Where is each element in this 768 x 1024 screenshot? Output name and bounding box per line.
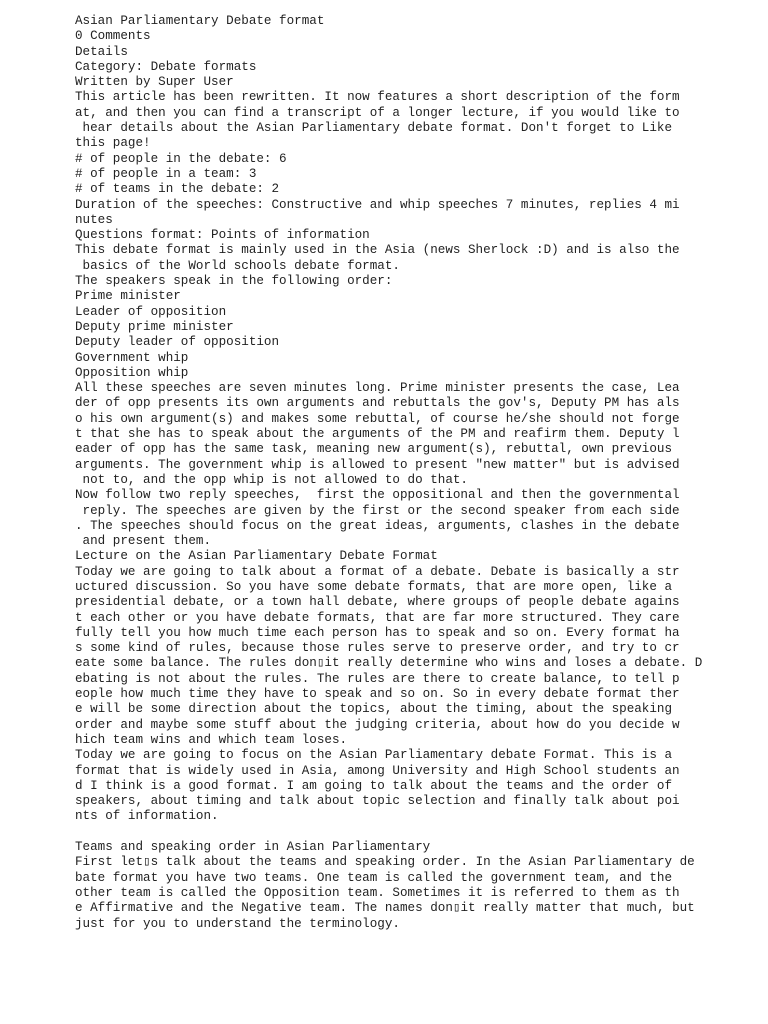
- text-line: e Affirmative and the Negative team. The names don▯it really matter that much, but: [75, 901, 695, 916]
- text-line: Deputy leader of opposition: [75, 335, 280, 350]
- text-line: Questions format: Points of information: [75, 228, 370, 243]
- text-line: All these speeches are seven minutes long. Prime minister presents the case, Lea: [75, 381, 680, 396]
- text-line: bate format you have two teams. One team is called the government team, and the: [75, 870, 673, 885]
- text-line: uctured discussion. So you have some debate formats, that are more open, like a: [75, 579, 673, 594]
- text-line: other team is called the Opposition team. Sometimes it is referred to them as th: [75, 885, 680, 900]
- text-line: not to, and the opp whip is not allowed to do that.: [75, 472, 468, 487]
- text-line: nutes: [75, 212, 113, 227]
- text-line: ebating is not about the rules. The rules are there to create balance, to tell p: [75, 671, 680, 686]
- text-line: Prime minister: [75, 289, 181, 304]
- text-line: This debate format is mainly used in the Asia (news Sherlock :D) and is also the: [75, 243, 680, 258]
- text-line: t that she has to speak about the arguments of the PM and reafirm them. Deputy l: [75, 427, 680, 442]
- text-line: this page!: [75, 136, 151, 151]
- text-line: presidential debate, or a town hall debate, where groups of people debate agains: [75, 595, 680, 610]
- text-line: This article has been rewritten. It now features a short description of the form: [75, 90, 680, 105]
- text-line: Today we are going to focus on the Asian Parliamentary debate Format. This is a: [75, 748, 673, 763]
- text-line: Now follow two reply speeches, first the oppositional and then the governmental: [75, 488, 680, 503]
- text-line: Deputy prime minister: [75, 319, 234, 334]
- text-line: t each other or you have debate formats, that are far more structured. They care: [75, 610, 680, 625]
- text-line: hear details about the Asian Parliamentary debate format. Don't forget to Like: [75, 121, 673, 136]
- text-line: speakers, about timing and talk about topic selection and finally talk about poi: [75, 794, 680, 809]
- text-line: Asian Parliamentary Debate format: [75, 14, 325, 28]
- text-line: just for you to understand the terminology.: [75, 916, 400, 931]
- text-line: Duration of the speeches: Constructive and whip speeches 7 minutes, replies 4 mi: [75, 197, 680, 212]
- text-line: Opposition whip: [75, 365, 189, 380]
- text-line: Government whip: [75, 350, 189, 365]
- text-line: hich team wins and which team loses.: [75, 732, 348, 747]
- text-line: nts of information.: [75, 809, 219, 824]
- document-body: [75, 14, 703, 932]
- text-line: # of teams in the debate: 2: [75, 182, 280, 197]
- text-line: Written by Super User: [75, 75, 234, 90]
- text-line: Leader of opposition: [75, 304, 227, 319]
- text-line: # of people in the debate: 6: [75, 151, 287, 166]
- text-line: eader of opp has the same task, meaning new argument(s), rebuttal, own previous: [75, 442, 673, 457]
- text-line: basics of the World schools debate format.: [75, 258, 400, 273]
- text-line: # of people in a team: 3: [75, 166, 257, 181]
- text-line: Details: [75, 44, 128, 59]
- text-line: First let▯s talk about the teams and speaking order. In the Asian Parliamentary de: [75, 855, 695, 870]
- blank-line: [75, 825, 695, 840]
- text-line: s some kind of rules, because those rules serve to preserve order, and try to cr: [75, 641, 680, 656]
- text-line: and present them.: [75, 534, 212, 549]
- text-line: o his own argument(s) and makes some rebuttal, of course he/she should not forge: [75, 411, 680, 426]
- text-line: Category: Debate formats: [75, 59, 257, 74]
- text-line: 0 Comments: [75, 29, 151, 44]
- text-line: The speakers speak in the following order:: [75, 274, 393, 289]
- text-line: der of opp presents its own arguments and rebuttals the gov's, Deputy PM has als: [75, 396, 680, 411]
- text-line: Teams and speaking order in Asian Parliamentary: [75, 840, 431, 855]
- text-line: order and maybe some stuff about the judging criteria, about how do you decide w: [75, 717, 680, 732]
- text-line: Lecture on the Asian Parliamentary Debate Format: [75, 549, 438, 564]
- text-line: eate some balance. The rules don▯it really determine who wins and loses a debate. D: [75, 656, 703, 671]
- text-line: Today we are going to talk about a format of a debate. Debate is basically a str: [75, 564, 680, 579]
- text-line: . The speeches should focus on the great ideas, arguments, clashes in the debate: [75, 518, 680, 533]
- text-line: d I think is a good format. I am going to talk about the teams and the order of: [75, 778, 673, 793]
- text-line: fully tell you how much time each person has to speak and so on. Every format ha: [75, 625, 680, 640]
- text-line: arguments. The government whip is allowed to present "new matter" but is advised: [75, 457, 680, 472]
- text-line: eople how much time they have to speak and so on. So in every debate format ther: [75, 687, 680, 702]
- text-line: format that is widely used in Asia, among University and High School students an: [75, 763, 680, 778]
- text-line: at, and then you can find a transcript of a longer lecture, if you would like to: [75, 105, 680, 120]
- text-line: e will be some direction about the topics, about the timing, about the speaking: [75, 702, 673, 717]
- text-line: reply. The speeches are given by the first or the second speaker from each side: [75, 503, 680, 518]
